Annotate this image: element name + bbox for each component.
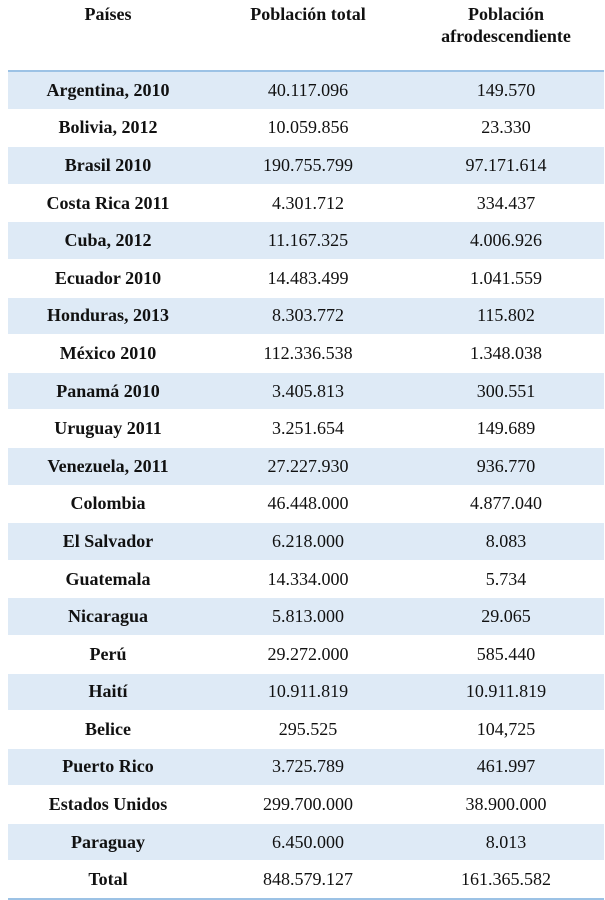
table-row bbox=[8, 523, 604, 561]
header-afro-line1: Población bbox=[467, 4, 544, 24]
table-row bbox=[8, 259, 604, 297]
table-row bbox=[8, 297, 604, 335]
table-row bbox=[8, 786, 604, 824]
table-row bbox=[8, 147, 604, 185]
total-population-cell: 14.334.000 bbox=[208, 560, 408, 598]
afro-population-cell: 5.734 bbox=[408, 560, 604, 598]
country-cell: Perú bbox=[8, 635, 208, 673]
afro-population-cell: 149.689 bbox=[408, 410, 604, 448]
afro-population-cell: 38.900.000 bbox=[408, 786, 604, 824]
afro-population-cell: 4.877.040 bbox=[408, 485, 604, 523]
country-cell: Brasil 2010 bbox=[8, 147, 208, 185]
afro-population-cell: 8.083 bbox=[408, 523, 604, 561]
header-total-population: Población total bbox=[208, 0, 408, 71]
country-cell: Estados Unidos bbox=[8, 786, 208, 824]
afro-population-cell: 585.440 bbox=[408, 635, 604, 673]
table-row bbox=[8, 447, 604, 485]
afro-population-cell: 4.006.926 bbox=[408, 222, 604, 260]
total-population-cell: 10.059.856 bbox=[208, 109, 408, 147]
afro-population-cell: 97.171.614 bbox=[408, 147, 604, 185]
table-row bbox=[8, 71, 604, 109]
country-cell: Colombia bbox=[8, 485, 208, 523]
table-row bbox=[8, 222, 604, 260]
afro-population-cell: 1.041.559 bbox=[408, 259, 604, 297]
total-row bbox=[8, 861, 604, 899]
afro-population-cell: 115.802 bbox=[408, 297, 604, 335]
total-population-cell: 3.405.813 bbox=[208, 372, 408, 410]
total-label: Total bbox=[8, 861, 208, 899]
total-population-cell: 46.448.000 bbox=[208, 485, 408, 523]
total-population-cell: 3.725.789 bbox=[208, 748, 408, 786]
afro-population-cell: 8.013 bbox=[408, 823, 604, 861]
afro-population-cell: 936.770 bbox=[408, 447, 604, 485]
country-cell: Venezuela, 2011 bbox=[8, 447, 208, 485]
country-cell: El Salvador bbox=[8, 523, 208, 561]
table-header bbox=[8, 0, 604, 71]
table-row bbox=[8, 335, 604, 373]
total-population-cell: 6.450.000 bbox=[208, 823, 408, 861]
afro-population-cell: 334.437 bbox=[408, 184, 604, 222]
country-cell: Bolivia, 2012 bbox=[8, 109, 208, 147]
table-row bbox=[8, 109, 604, 147]
country-cell: Panamá 2010 bbox=[8, 372, 208, 410]
table-row bbox=[8, 823, 604, 861]
table-row bbox=[8, 598, 604, 636]
table-row bbox=[8, 711, 604, 749]
country-cell: Paraguay bbox=[8, 823, 208, 861]
country-cell: México 2010 bbox=[8, 335, 208, 373]
table-row bbox=[8, 410, 604, 448]
population-table-container bbox=[8, 0, 604, 900]
total-population-cell: 10.911.819 bbox=[208, 673, 408, 711]
header-afro-population bbox=[408, 0, 604, 71]
afro-population-cell: 104,725 bbox=[408, 711, 604, 749]
total-population-cell: 4.301.712 bbox=[208, 184, 408, 222]
country-cell: Belice bbox=[8, 711, 208, 749]
total-population-cell: 8.303.772 bbox=[208, 297, 408, 335]
total-population-cell: 299.700.000 bbox=[208, 786, 408, 824]
table-row bbox=[8, 372, 604, 410]
country-cell: Haití bbox=[8, 673, 208, 711]
afro-population-cell: 29.065 bbox=[408, 598, 604, 636]
table-row bbox=[8, 560, 604, 598]
total-population-cell: 112.336.538 bbox=[208, 335, 408, 373]
table-row bbox=[8, 673, 604, 711]
afro-population-cell: 149.570 bbox=[408, 71, 604, 109]
afro-population-cell: 23.330 bbox=[408, 109, 604, 147]
total-population-cell: 6.218.000 bbox=[208, 523, 408, 561]
total-population-cell: 3.251.654 bbox=[208, 410, 408, 448]
country-cell: Honduras, 2013 bbox=[8, 297, 208, 335]
country-cell: Uruguay 2011 bbox=[8, 410, 208, 448]
afro-population-cell: 461.997 bbox=[408, 748, 604, 786]
afro-population-cell: 10.911.819 bbox=[408, 673, 604, 711]
total-population-cell: 27.227.930 bbox=[208, 447, 408, 485]
table-body bbox=[8, 71, 604, 899]
total-population-cell: 5.813.000 bbox=[208, 598, 408, 636]
header-countries: Países bbox=[8, 0, 208, 71]
country-cell: Nicaragua bbox=[8, 598, 208, 636]
population-table bbox=[8, 0, 604, 900]
table-row bbox=[8, 485, 604, 523]
total-population-cell: 14.483.499 bbox=[208, 259, 408, 297]
total-population-sum: 848.579.127 bbox=[208, 861, 408, 899]
total-population-cell: 40.117.096 bbox=[208, 71, 408, 109]
total-population-cell: 190.755.799 bbox=[208, 147, 408, 185]
header-afro-line2: afrodescendiente bbox=[441, 26, 571, 46]
country-cell: Ecuador 2010 bbox=[8, 259, 208, 297]
total-population-cell: 11.167.325 bbox=[208, 222, 408, 260]
country-cell: Argentina, 2010 bbox=[8, 71, 208, 109]
table-row bbox=[8, 184, 604, 222]
country-cell: Costa Rica 2011 bbox=[8, 184, 208, 222]
afro-population-cell: 1.348.038 bbox=[408, 335, 604, 373]
header-row bbox=[8, 0, 604, 71]
country-cell: Cuba, 2012 bbox=[8, 222, 208, 260]
country-cell: Guatemala bbox=[8, 560, 208, 598]
table-row bbox=[8, 635, 604, 673]
table-row bbox=[8, 748, 604, 786]
afro-population-cell: 300.551 bbox=[408, 372, 604, 410]
country-cell: Puerto Rico bbox=[8, 748, 208, 786]
total-population-cell: 29.272.000 bbox=[208, 635, 408, 673]
afro-population-sum: 161.365.582 bbox=[408, 861, 604, 899]
total-population-cell: 295.525 bbox=[208, 711, 408, 749]
